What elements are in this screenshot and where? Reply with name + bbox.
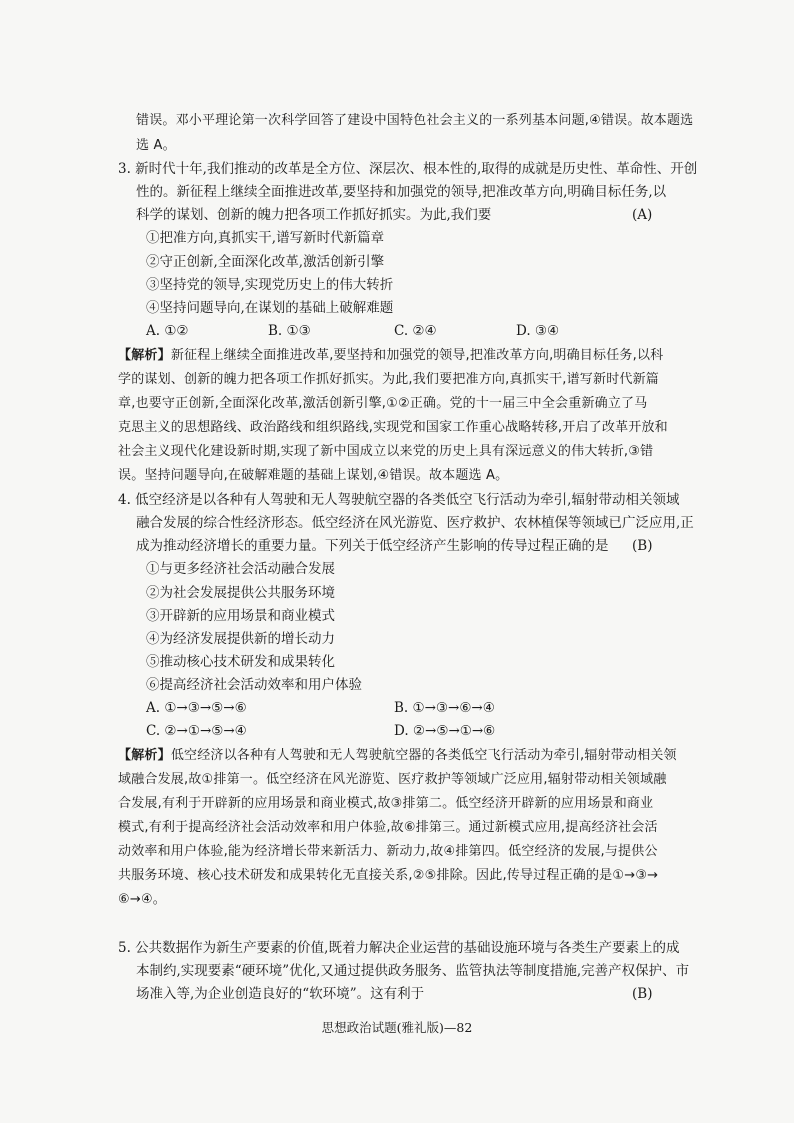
q3-option-2: ②守正创新,全面深化改革,激活创新引擎 xyxy=(146,254,385,270)
q3-option-1: ①把准方向,真抓实干,谱写新时代新篇章 xyxy=(146,230,385,246)
q4-explanation-line-1: 【解析】低空经济以各种有人驾驶和无人驾驶航空器的各类低空飞行活动为牵引,辐射带动相关领 xyxy=(118,748,677,763)
q4-option-6: ⑥提高经济社会活动效率和用户体验 xyxy=(146,677,362,693)
q3-stem-line-1: 3. 新时代十年,我们推动的改革是全方位、深层次、根本性的,取得的成就是历史性、革命性、开创 xyxy=(118,161,698,177)
q3-choice-d: D. ③④ xyxy=(516,323,560,339)
q5-stem-line-3: 场准入等,为企业创造良好的“软环境”。这有利于 xyxy=(136,986,425,1002)
q3-stem-line-3: 科学的谋划、创新的魄力把各项工作抓好抓实。为此,我们要 xyxy=(136,207,492,223)
q4-explanation-line-7: ⑥→④。 xyxy=(118,892,167,907)
q3-option-4: ④坚持问题导向,在谋划的基础上破解难题 xyxy=(146,300,394,316)
q4-answer: (B) xyxy=(632,538,653,554)
q4-explanation-line-4: 模式,有利于提高经济社会活动效率和用户体验,故⑥排第三。通过新模式应用,提高经济社会活 xyxy=(118,820,658,835)
q3-explanation-line-2: 学的谋划、创新的魄力把各项工作抓好抓实。为此,我们要把准方向,真抓实干,谱写新时代新篇 xyxy=(118,372,659,387)
q4-choice-d: D. ②→⑤→①→⑥ xyxy=(394,723,496,739)
q3-explanation-label: 【解析】 xyxy=(118,348,171,363)
q3-choice-a: A. ①② xyxy=(146,323,189,339)
q4-stem-line-3: 成为推动经济增长的重要力量。下列关于低空经济产生影响的传导过程正确的是 xyxy=(136,538,609,554)
q4-option-4: ④为经济发展提供新的增长动力 xyxy=(146,631,335,647)
q4-explanation-line-3: 合发展,有利于开辟新的应用场景和商业模式,故③排第二。低空经济开辟新的应用场景和商业 xyxy=(118,796,654,811)
q4-explanation-line-5: 动效率和用户体验,能为经济增长带来新活力、新动力,故④排第四。低空经济的发展,与提供公 xyxy=(118,844,658,859)
q4-stem-line-1: 4. 低空经济是以各种有人驾驶和无人驾驶航空器的各类低空飞行活动为牵引,辐射带动相关领域 xyxy=(118,492,680,508)
prev-explanation-line-1: 错误。邓小平理论第一次科学回答了建设中国特色社会主义的一系列基本问题,④错误。故本题选 xyxy=(136,113,694,128)
q4-choice-b: B. ①→③→⑥→④ xyxy=(394,700,495,716)
q4-option-1: ①与更多经济社会活动融合发展 xyxy=(146,561,335,577)
q3-explanation-line-1: 【解析】新征程上继续全面推进改革,要坚持和加强党的领导,把准改革方向,明确目标任务,以科 xyxy=(118,348,664,363)
q3-answer: (A) xyxy=(632,207,653,223)
q3-explanation-line-6: 误。坚持问题导向,在破解难题的基础上谋划,④错误。故本题选 A。 xyxy=(118,468,509,483)
q3-option-3: ③坚持党的领导,实现党历史上的伟大转折 xyxy=(146,277,394,293)
q4-option-5: ⑤推动核心技术研发和成果转化 xyxy=(146,654,335,670)
q4-option-2: ②为社会发展提供公共服务环境 xyxy=(146,585,335,601)
q4-explanation-line-6: 共服务环境、核心技术研发和成果转化无直接关系,②⑤排除。因此,传导过程正确的是①→③→ xyxy=(118,868,659,883)
prev-explanation-line-2: 选 A。 xyxy=(136,138,176,153)
q5-stem-line-1: 5. 公共数据作为新生产要素的价值,既着力解决企业运营的基础设施环境与各类生产要素上的成 xyxy=(118,940,680,956)
q4-choice-c: C. ②→①→⑤→④ xyxy=(146,723,247,739)
q3-choice-c: C. ②④ xyxy=(394,323,437,339)
q5-answer: (B) xyxy=(632,986,653,1002)
page-footer: 思想政治试题(雅礼版)—82 xyxy=(321,1020,473,1035)
q4-stem-line-2: 融合发展的综合性经济形态。低空经济在风光游览、医疗救护、农林植保等领域已广泛应用,正 xyxy=(136,515,694,531)
q3-stem-line-2: 性的。新征程上继续全面推进改革,要坚持和加强党的领导,把准改革方向,明确目标任务,以 xyxy=(136,184,667,200)
q4-choice-a: A. ①→③→⑤→⑥ xyxy=(146,700,247,716)
q5-stem-line-2: 本制约,实现要素“硬环境”优化,又通过提供政务服务、监管执法等制度措施,完善产权保护、市 xyxy=(136,963,690,979)
q3-explanation-line-4: 克思主义的思想路线、政治路线和组织路线,实现党和国家工作重心战略转移,开启了改革开放和 xyxy=(118,420,668,435)
q4-explanation-line-2: 域融合发展,故①排第一。低空经济在风光游览、医疗救护等领域广泛应用,辐射带动相关领域融 xyxy=(118,772,667,787)
q3-explanation-line-5: 社会主义现代化建设新时期,实现了新中国成立以来党的历史上具有深远意义的伟大转折,③错 xyxy=(118,444,654,459)
q3-explanation-line-3: 章,也要守正创新,全面深化改革,激活创新引擎,①②正确。党的十一届三中全会重新确立了马 xyxy=(118,396,648,411)
q3-choice-b: B. ①③ xyxy=(268,323,311,339)
q4-option-3: ③开辟新的应用场景和商业模式 xyxy=(146,608,335,624)
q4-explanation-label: 【解析】 xyxy=(118,748,171,763)
